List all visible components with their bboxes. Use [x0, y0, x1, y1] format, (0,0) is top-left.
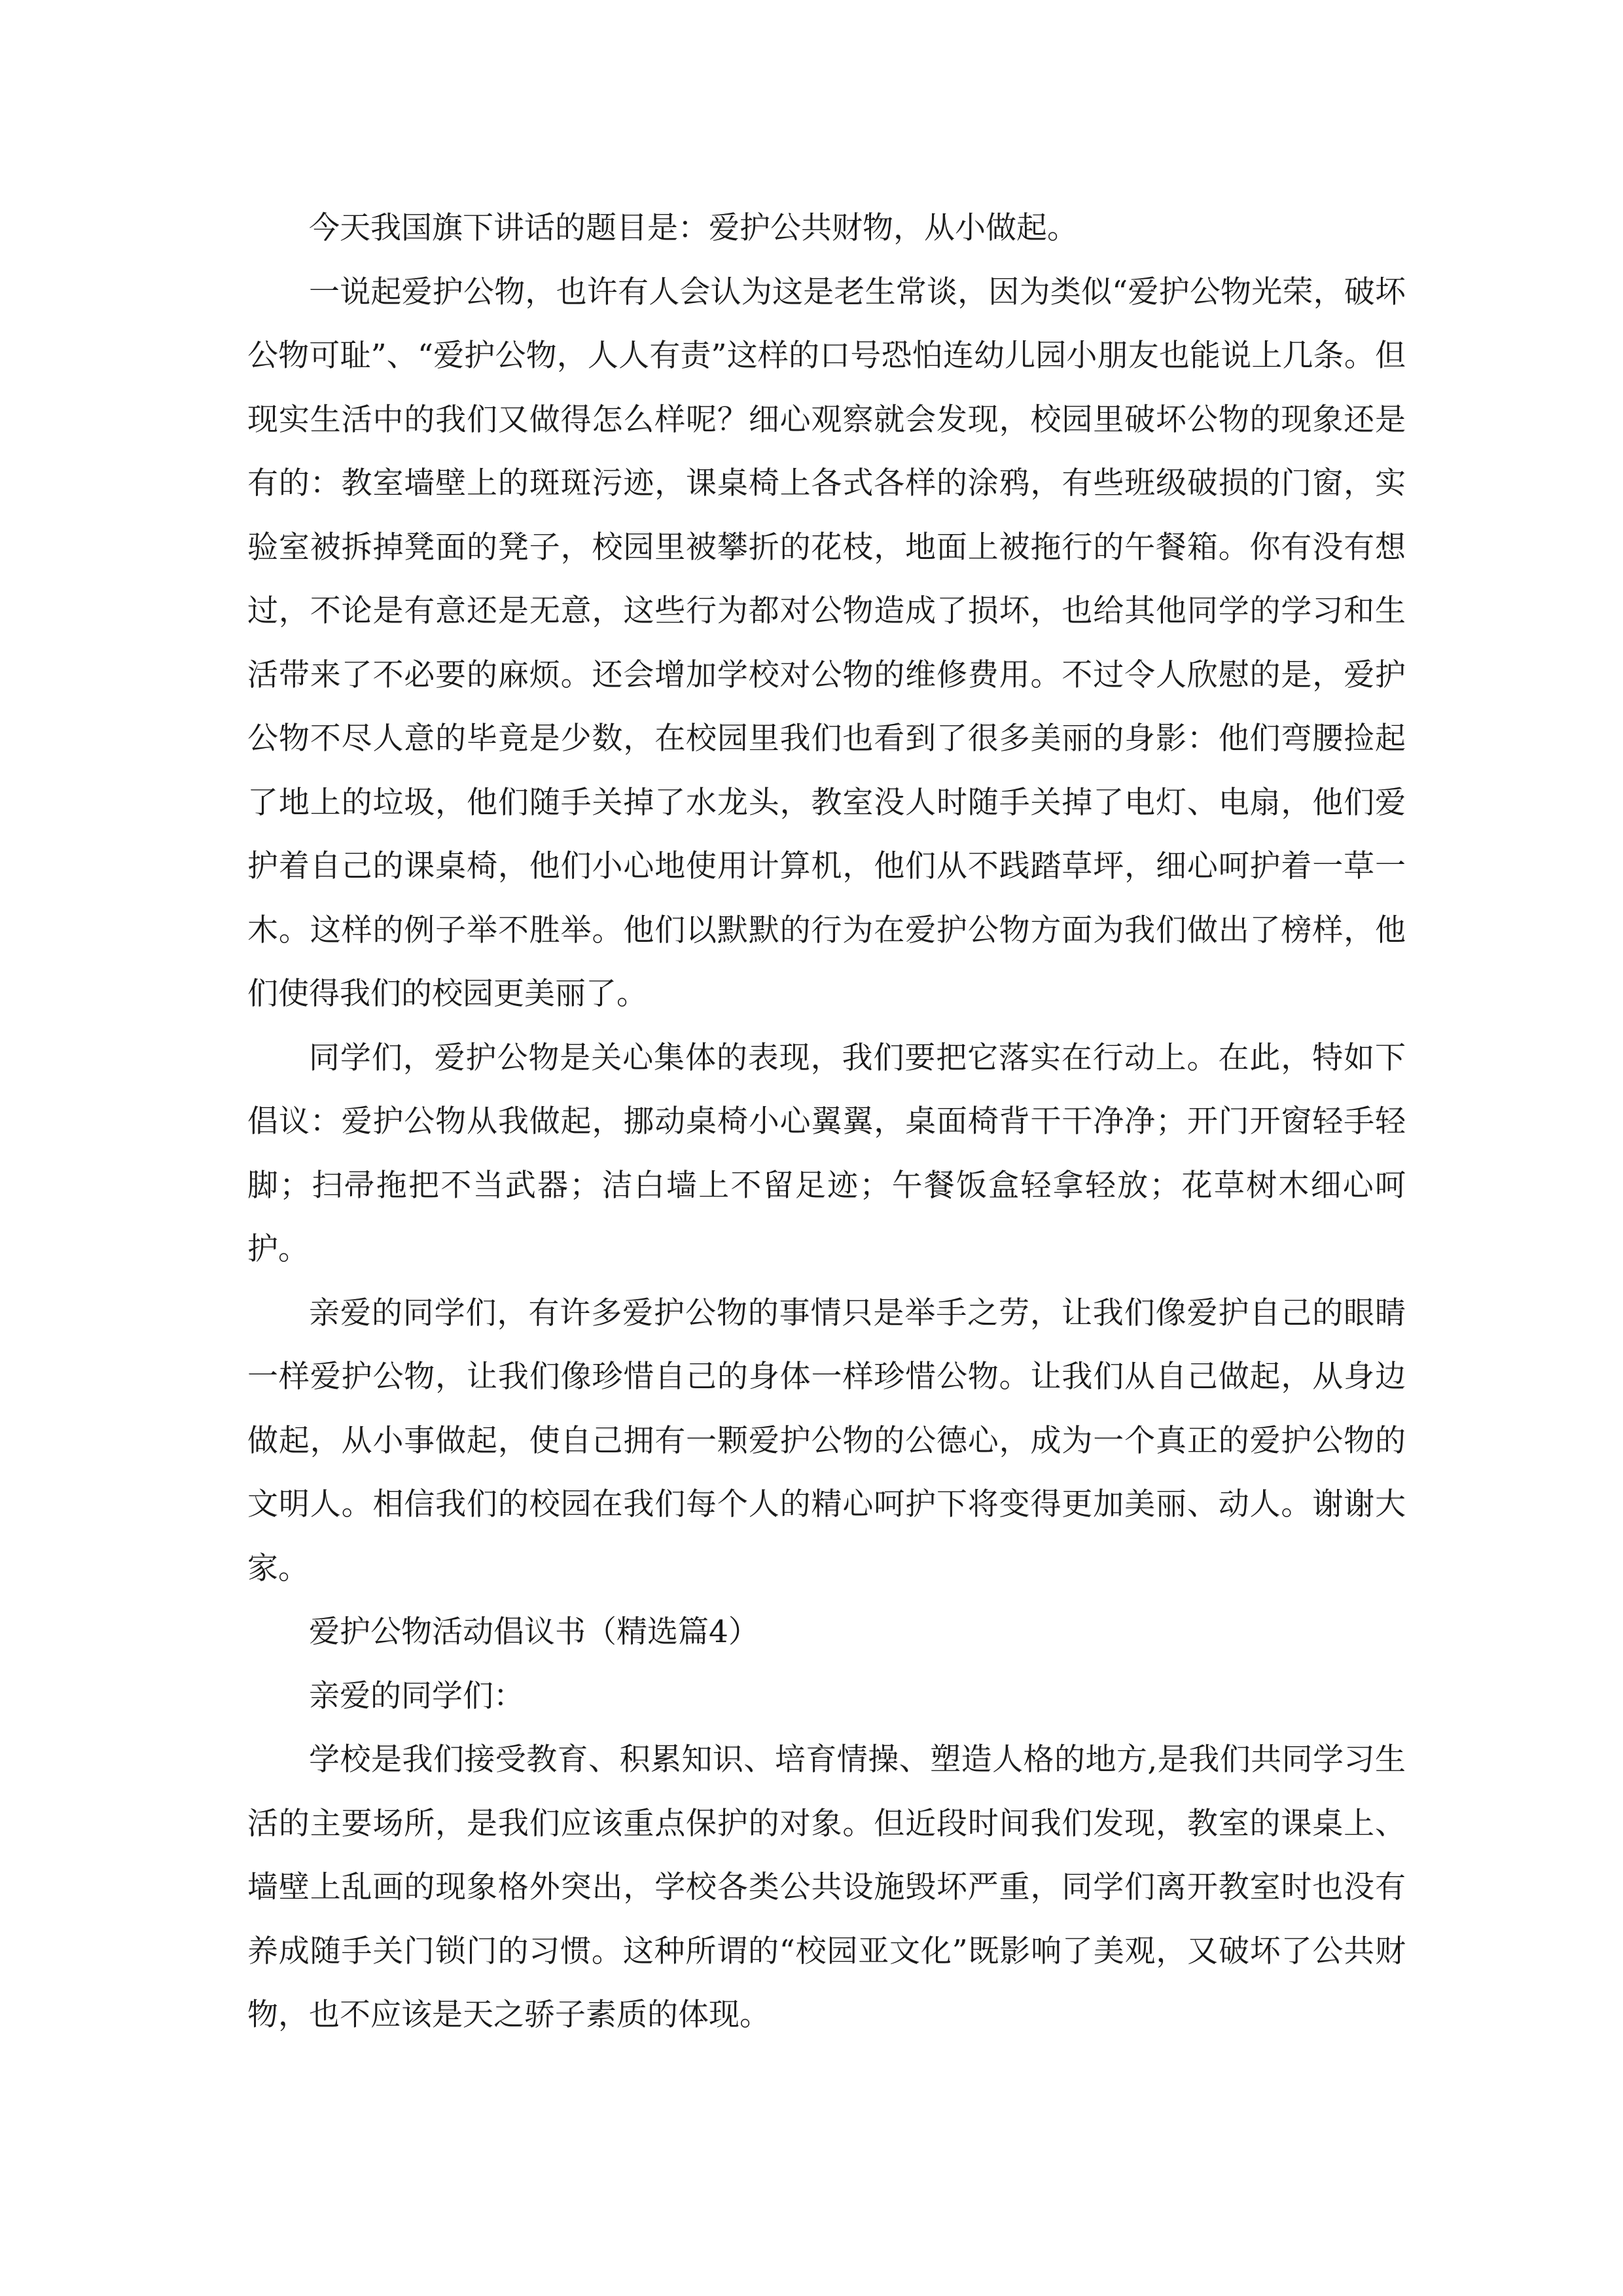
paragraph-speech-topic: 今天我国旗下讲话的题目是：爱护公共财物，从小做起。	[309, 210, 1078, 246]
section-heading: 爱护公物活动倡议书（精选篇4）	[309, 1614, 759, 1650]
paragraph-school-intro: 学校是我们接受教育、积累知识、培育情操、塑造人格的地方,是我们共同学习生活的主要场所，是我们应该重点保护的对象。但近段时间我们发现，教室的课桌上、墙壁上乱画的现象格外突出，学校各类公共设施毁坏严重，同学们离开教室时也没有养成随手关门锁门的习惯。这种所谓的“校园亚文化”既影响了美观，又破坏了公共财物，也不应该是天之骄子素质的体现。	[247, 1742, 1406, 2033]
salutation: 亲爱的同学们：	[309, 1677, 524, 1714]
paragraph-current-situation: 一说起爱护公物，也许有人会认为这是老生常谈，因为类似“爱护公物光荣，破坏公物可耻”、“爱护公物，人人有责”这样的口号恐怕连幼儿园小朋友也能说上几条。但现实生活中的我们又做得怎么样呢？细心观察就会发现，校园里破坏公物的现象还是有的：教室墙壁上的斑斑污迹，课桌椅上各式各样的涂鸦，有些班级破损的门窗，实验室被拆掉凳面的凳子，校园里被攀折的花枝，地面上被拖行的午餐箱。你有没有想过，不论是有意还是无意，这些行为都对公物造成了损坏，也给其他同学的学习和生活带来了不必要的麻烦。还会增加学校对公物的维修费用。不过令人欣慰的是，爱护公物不尽人意的毕竟是少数，在校园里我们也看到了很多美丽的身影：他们弯腰捡起了地上的垃圾，他们随手关掉了水龙头，教室没人时随手关掉了电灯、电扇，他们爱护着自己的课桌椅，他们小心地使用计算机，他们从不践踏草坪，细心呵护着一草一木。这样的例子举不胜举。他们以默默的行为在爱护公物方面为我们做出了榜样，他们使得我们的校园更美丽了。	[247, 274, 1406, 1012]
paragraph-closing: 亲爱的同学们，有许多爱护公物的事情只是举手之劳，让我们像爱护自己的眼睛一样爱护公物，让我们像珍惜自己的身体一样珍惜公物。让我们从自己做起，从身边做起，从小事做起，使自己拥有一颗爱护公物的公德心，成为一个真正的爱护公物的文明人。相信我们的校园在我们每个人的精心呵护下将变得更加美丽、动人。谢谢大家。	[247, 1295, 1406, 1587]
document-body	[247, 196, 1406, 2047]
paragraph-proposals: 同学们，爱护公物是关心集体的表现，我们要把它落实在行动上。在此，特如下倡议：爱护公物从我做起，挪动桌椅小心翼翼，桌面椅背干干净净；开门开窗轻手轻脚；扫帚拖把不当武器；洁白墙上不留足迹；午餐饭盒轻拿轻放；花草树木细心呵护。	[247, 1039, 1406, 1267]
